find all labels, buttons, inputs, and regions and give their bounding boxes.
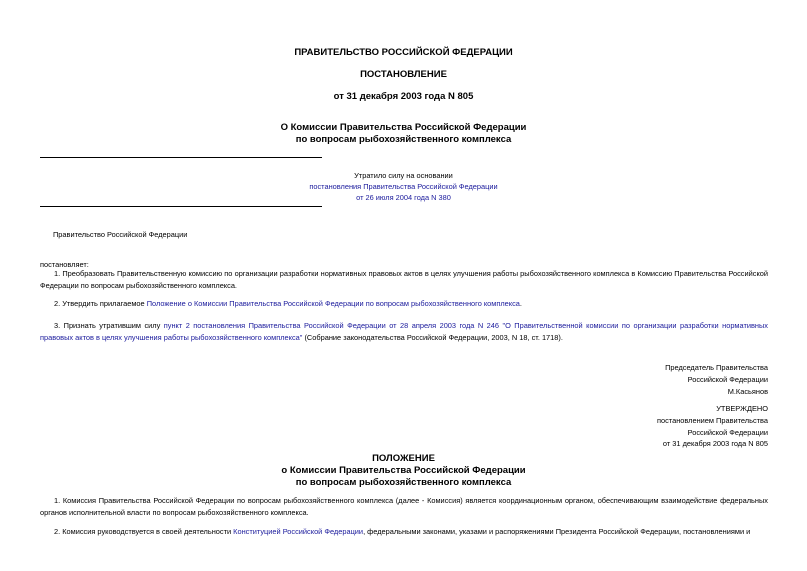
constitution-link[interactable]: Конституцией Российской Федерации xyxy=(233,527,364,536)
regulation-paragraph-2-suffix: , федеральными законами, указами и распоряжениями Президента Российской Федерации, постановлениями и xyxy=(363,527,751,536)
regulation-title-line1: о Комиссии Правительства Российской Федерации xyxy=(281,465,526,476)
paragraph-3 xyxy=(40,320,768,343)
government-heading: ПРАВИТЕЛЬСТВО РОССИЙСКОЙ ФЕДЕРАЦИИ xyxy=(294,47,513,58)
approval-label: УТВЕРЖДЕНО xyxy=(716,404,768,413)
document-title-line2: по вопросам рыбохозяйственного комплекса xyxy=(295,134,512,145)
approval-by: постановлением Правительства xyxy=(657,415,768,425)
regulation-title-line2: по вопросам рыбохозяйственного комплекса xyxy=(295,477,512,488)
document-date-number: от 31 декабря 2003 года N 805 xyxy=(333,91,474,102)
approval-date: от 31 декабря 2003 года N 805 xyxy=(662,439,768,449)
repeal-decree-date-link[interactable]: от 26 июля 2004 года N 380 xyxy=(356,193,451,202)
paragraph-3-suffix: (Собрание законодательства Российской Федерации, 2003, N 18, ст. 1718). xyxy=(302,332,563,342)
paragraph-2 xyxy=(40,298,768,310)
regulation-paragraph-2 xyxy=(40,526,768,538)
regulation-paragraph-2-prefix: 2. Комиссия руководствуется в своей деятельности xyxy=(54,527,234,536)
status-note-text: Утратило силу на основании xyxy=(354,171,453,180)
approval-country: Российской Федерации xyxy=(687,427,768,437)
signature-block xyxy=(665,362,768,397)
document-type: ПОСТАНОВЛЕНИЕ xyxy=(360,69,447,80)
signature-name: М.Касьянов xyxy=(727,386,768,396)
regulation-paragraph-1: 1. Комиссия Правительства Российской Федерации по вопросам рыбохозяйственного комплекса (далее - Комиссия) является координационным органом, обеспечивающим взаимодействие федеральных органов исполнительной власти по вопросам рыбохозяйственного комплекса. xyxy=(40,496,768,517)
paragraph-2-prefix: 2. Утвердить прилагаемое xyxy=(54,299,147,308)
separator-bottom xyxy=(40,206,322,207)
paragraph-2-suffix: . xyxy=(519,299,522,308)
decides-text: постановляет: xyxy=(40,260,89,269)
paragraph-3-prefix: 3. Признать утратившим силу xyxy=(54,321,164,330)
signature-position: Председатель Правительства xyxy=(665,363,768,372)
paragraph-1: 1. Преобразовать Правительственную комиссию по организации разработки нормативных правовых актов в целях улучшения работы рыбохозяйственного комплекса в Комиссию Правительства Российской Федерации по вопросам рыбохозяйственного комплекса. xyxy=(40,269,768,290)
repeal-decree-link[interactable]: постановления Правительства Российской Федерации xyxy=(309,182,498,191)
issuer-text: Правительство Российской Федерации xyxy=(53,230,188,239)
regulation-link[interactable]: Положение о Комиссии Правительства Российской Федерации по вопросам рыбохозяйственного комплекса xyxy=(146,299,520,308)
document-title-line1: О Комиссии Правительства Российской Федерации xyxy=(280,122,527,133)
status-note-link-line1[interactable] xyxy=(0,181,807,192)
approval-block xyxy=(657,403,768,450)
status-note-link-line2[interactable] xyxy=(0,192,807,203)
signature-country: Российской Федерации xyxy=(687,374,768,384)
separator-top xyxy=(40,157,322,158)
regulation-heading: ПОЛОЖЕНИЕ xyxy=(372,453,435,464)
repealed-item-link[interactable]: пункт 2 постановления Правительства Российской Федерации от 28 апреля 2003 года N 246 "О Правительственной комиссии по организации разработки нормативных правовых актов в целях улучшения работы рыбохозяйственного комплекса" xyxy=(40,321,768,342)
